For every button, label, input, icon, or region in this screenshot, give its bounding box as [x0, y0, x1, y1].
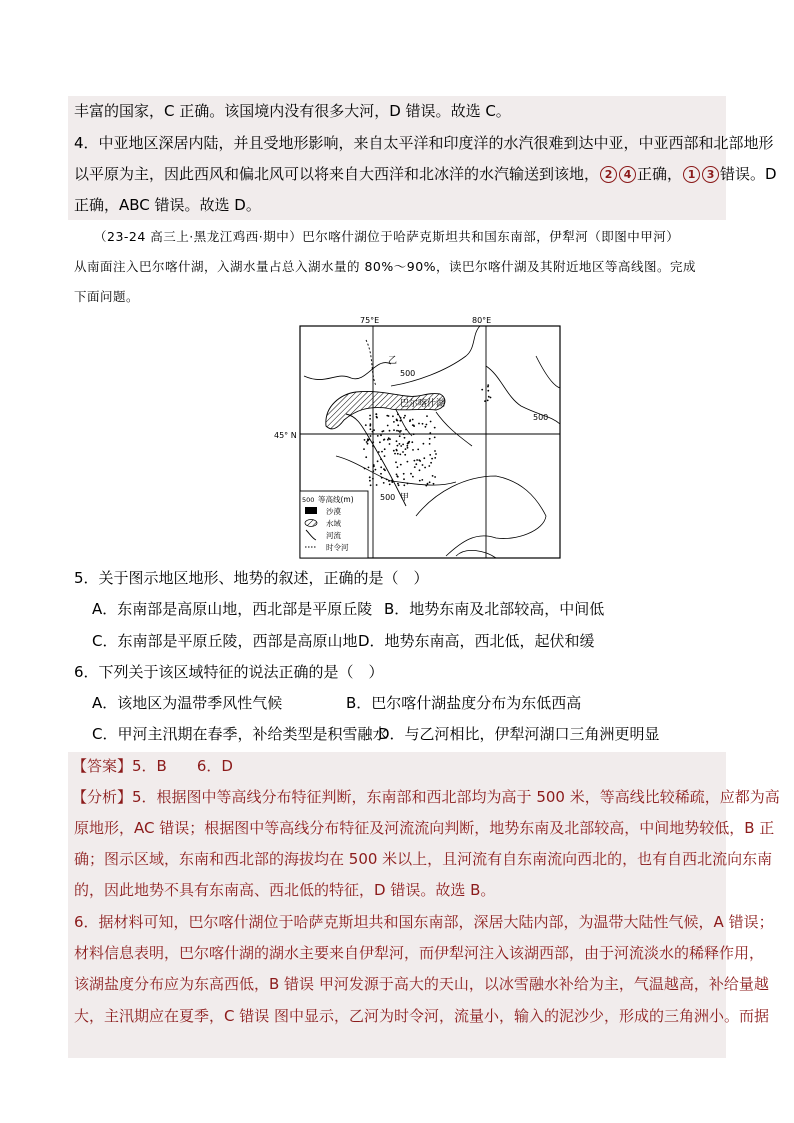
- answer-tag: 【答案】: [72, 757, 133, 775]
- circled-1: 1: [683, 166, 700, 183]
- desert-dot: [365, 456, 367, 458]
- desert-dot: [428, 465, 430, 467]
- desert-dot: [372, 441, 374, 443]
- desert-dot: [400, 445, 402, 447]
- desert-dot: [433, 483, 435, 485]
- desert-dot: [430, 421, 432, 423]
- desert-dot: [367, 443, 369, 445]
- desert-dot: [429, 438, 431, 440]
- desert-dot: [403, 478, 405, 480]
- circled-3: 3: [702, 166, 719, 183]
- desert-dot: [396, 449, 398, 451]
- analysis-line-8: 大，主汛期应在夏季，C 错误 图中显示，乙河为时令河，流量小，输入的泥沙少，形成的三角洲小。而据: [74, 1007, 770, 1025]
- desert-dot: [373, 429, 375, 431]
- desert-dot: [368, 467, 370, 469]
- desert-dot: [389, 443, 391, 445]
- desert-dot: [487, 386, 489, 388]
- desert-dot: [407, 447, 409, 449]
- analysis-text: 5．根据图中等高线分布特征判断，东南部和西北部均为高于 500 米，等高线比较稀疏，应都为高: [132, 788, 780, 806]
- desert-dot: [434, 476, 436, 478]
- desert-dot: [379, 441, 381, 443]
- desert-dot: [372, 431, 374, 433]
- desert-dot: [398, 484, 400, 486]
- desert-dot: [422, 423, 424, 425]
- desert-dot: [384, 439, 386, 441]
- answer-line: [72, 755, 233, 777]
- desert-dot: [403, 417, 405, 419]
- desert-dot: [431, 458, 433, 460]
- desert-dot: [423, 457, 425, 459]
- desert-dot: [426, 415, 428, 417]
- desert-dot: [396, 475, 398, 477]
- desert-dot: [363, 448, 365, 450]
- desert-dot: [370, 428, 372, 430]
- desert-dot: [481, 389, 483, 391]
- desert-dot: [380, 473, 382, 475]
- legend-water-icon: [305, 520, 317, 527]
- prev-answer-text: 以平原为主，因此西风和偏北风可以将来自大西洋和北冰洋的水汽输送到该地，: [74, 165, 600, 183]
- prev-answer-line-3: [74, 163, 777, 185]
- q5-option-b: B．地势东南及北部较高，中间低: [384, 600, 605, 618]
- desert-dot: [418, 459, 420, 461]
- desert-dot: [435, 453, 437, 455]
- desert-dot: [394, 453, 396, 455]
- desert-dot: [416, 459, 418, 461]
- desert-dot: [402, 451, 404, 453]
- analysis-tag: 【分析】: [72, 788, 133, 806]
- desert-dot: [404, 454, 406, 456]
- desert-dot: [417, 449, 419, 451]
- q6-option-a: A．该地区为温带季风性气候: [92, 694, 283, 712]
- desert-dot: [411, 441, 413, 443]
- desert-dot: [419, 480, 421, 482]
- desert-dot: [377, 460, 379, 462]
- desert-dot: [383, 468, 385, 470]
- desert-dot: [380, 466, 382, 468]
- desert-dot: [412, 449, 414, 451]
- desert-dot: [389, 484, 391, 486]
- desert-dot: [429, 481, 431, 483]
- contour-map: [274, 316, 564, 562]
- desert-dot: [397, 466, 399, 468]
- contour-label: 500: [380, 493, 396, 502]
- desert-dot: [429, 432, 431, 434]
- desert-dot: [432, 475, 434, 477]
- desert-dot: [370, 423, 372, 425]
- desert-dot: [396, 430, 398, 432]
- desert-dot: [392, 415, 394, 417]
- desert-dot: [377, 435, 379, 437]
- q5-stem: 5．关于图示地区地形、地势的叙述，正确的是（ ）: [74, 569, 429, 587]
- desert-dot: [367, 438, 369, 440]
- desert-dot: [423, 443, 425, 445]
- desert-dot: [425, 426, 427, 428]
- legend-desert: 沙漠: [326, 507, 341, 516]
- analysis-line-3: 确；图示区域，东南和西北部的海拔均在 500 米以上，且河流有自东南流向西北的，也有自西北流向东南: [74, 850, 773, 868]
- desert-dot: [396, 474, 398, 476]
- desert-dot: [380, 434, 382, 436]
- desert-dot: [383, 482, 385, 484]
- desert-dot: [397, 483, 399, 485]
- desert-dot: [418, 423, 420, 425]
- desert-dot: [388, 415, 390, 417]
- circled-2: 2: [600, 166, 617, 183]
- q6-option-b: B．巴尔喀什湖盐度分布为东低西高: [346, 694, 582, 712]
- desert-dot: [414, 460, 416, 462]
- q6-stem: 6．下列关于该区域特征的说法正确的是（ ）: [74, 663, 384, 681]
- q5-option-d: D．地势东南高，西北低，起伏和缓: [358, 632, 595, 650]
- desert-dot: [370, 435, 372, 437]
- question-stem-line-3: 下面问题。: [74, 289, 140, 304]
- legend-desert-icon: [305, 507, 317, 514]
- desert-dot: [369, 415, 371, 417]
- lon-75-label: 75°E: [360, 316, 380, 325]
- desert-dot: [408, 441, 410, 443]
- desert-dot: [376, 413, 378, 415]
- desert-dot: [384, 455, 386, 457]
- desert-dot: [395, 461, 397, 463]
- desert-dot: [370, 484, 372, 486]
- desert-dot: [399, 435, 401, 437]
- map-label-lake: 巴尔喀什湖: [400, 399, 446, 409]
- desert-dot: [381, 477, 383, 479]
- desert-dot: [386, 479, 388, 481]
- desert-dot: [406, 445, 408, 447]
- desert-dot: [412, 419, 414, 421]
- question-stem-line-1: （23-24 高三上·黑龙江鸡西·期中）巴尔喀什湖位于哈萨克斯坦共和国东南部，伊犁河（即图中甲河）: [94, 229, 680, 244]
- desert-dot: [376, 484, 378, 486]
- desert-dot: [421, 479, 423, 481]
- prev-answer-line-2: 4．中亚地区深居内陆，并且受地形影响，来自太平洋和印度洋的水汽很难到达中亚，中亚西部和北部地形: [74, 134, 774, 152]
- q5-option-c: C．东南部是平原丘陵，西部是高原山地: [92, 632, 358, 650]
- map-label-yi: 乙: [388, 356, 398, 366]
- prev-answer-text: 正确，: [637, 165, 683, 183]
- desert-dot: [399, 431, 401, 433]
- desert-dot: [415, 463, 417, 465]
- desert-dot: [388, 480, 390, 482]
- desert-dot: [434, 457, 436, 459]
- desert-dot: [373, 464, 375, 466]
- circled-4: 4: [619, 166, 636, 183]
- analysis-line-2: 原地形，AC 错误；根据图中等高线分布特征及河流流向判断，地势东南及北部较高，中间地势较低，B 正: [74, 819, 775, 837]
- desert-dot: [410, 473, 412, 475]
- desert-dot: [422, 464, 424, 466]
- desert-dot: [413, 425, 415, 427]
- desert-dot: [376, 416, 378, 418]
- desert-dot: [490, 397, 492, 399]
- desert-dot: [393, 429, 395, 431]
- desert-dot: [413, 433, 415, 435]
- desert-dot: [364, 468, 366, 470]
- desert-dot: [396, 440, 398, 442]
- desert-dot: [419, 469, 421, 471]
- desert-dot: [409, 420, 411, 422]
- desert-dot: [387, 425, 389, 427]
- desert-dot: [384, 448, 386, 450]
- desert-dot: [396, 419, 398, 421]
- desert-dot: [434, 437, 436, 439]
- desert-dot: [399, 443, 401, 445]
- desert-dot: [402, 444, 404, 446]
- analysis-line-4: 的，因此地势不具有东南高、西北低的特征，D 错误。故选 B。: [74, 881, 496, 899]
- desert-dot: [430, 462, 432, 464]
- desert-dot: [381, 451, 383, 453]
- desert-dot: [393, 421, 395, 423]
- analysis-line-1: [72, 786, 780, 808]
- desert-dot: [400, 464, 402, 466]
- answer-text: 5．B 6．D: [132, 757, 233, 775]
- desert-dot: [388, 437, 390, 439]
- legend-river: 河流: [326, 531, 341, 540]
- desert-dot: [381, 431, 383, 433]
- desert-dot: [403, 484, 405, 486]
- desert-dot: [425, 485, 427, 487]
- desert-dot: [397, 424, 399, 426]
- legend-contour-number: 500: [302, 496, 315, 504]
- desert-dot: [404, 437, 406, 439]
- desert-dot: [424, 467, 426, 469]
- desert-dot: [399, 454, 401, 456]
- desert-dot: [434, 427, 436, 429]
- analysis-line-7: 该湖盐度分布应为东高西低，B 错误 甲河发源于高大的天山，以冰雪融水补给为主，气温越高，补给量越: [74, 975, 769, 993]
- prev-answer-text: 错误。D: [720, 165, 777, 183]
- desert-dot: [397, 453, 399, 455]
- legend-water: 水域: [326, 519, 341, 528]
- desert-dot: [364, 439, 366, 441]
- desert-dot: [434, 450, 436, 452]
- desert-dot: [484, 400, 486, 402]
- desert-dot: [404, 415, 406, 417]
- legend-contour: 等高线(m): [318, 495, 354, 504]
- desert-dot: [365, 424, 367, 426]
- desert-dot: [412, 476, 414, 478]
- desert-dot: [488, 396, 490, 398]
- desert-dot: [429, 454, 431, 456]
- analysis-line-6: 材料信息表明，巴尔喀什湖的湖水主要来自伊犁河，而伊犁河注入该湖西部，由于河流淡水的稀释作用，: [74, 944, 765, 962]
- desert-dot: [403, 473, 405, 475]
- legend-seasonal: 时令河: [326, 543, 349, 552]
- lon-80-label: 80°E: [472, 316, 492, 325]
- desert-dot: [372, 478, 374, 480]
- desert-dot: [375, 469, 377, 471]
- desert-dot: [403, 433, 405, 435]
- question-stem-line-2: 从南面注入巴尔喀什湖，入湖水量占总入湖水量的 80%～90%，读巴尔喀什湖及其附近地区等高线图。完成: [74, 259, 697, 274]
- q6-option-c: C．甲河主汛期在春季，补给类型是积雪融水: [92, 725, 388, 743]
- prev-answer-line-1: 丰富的国家，C 正确。该国境内没有很多大河，D 错误。故选 C。: [74, 102, 511, 120]
- desert-dot: [414, 466, 416, 468]
- desert-dot: [487, 390, 489, 392]
- desert-dot: [405, 448, 407, 450]
- desert-dot: [369, 480, 371, 482]
- desert-dot: [389, 430, 391, 432]
- desert-dot: [427, 483, 429, 485]
- desert-dot: [369, 477, 371, 479]
- desert-dot: [487, 400, 489, 402]
- desert-dot: [429, 443, 431, 445]
- prev-answer-line-4: 正确，ABC 错误。故选 D。: [74, 196, 261, 214]
- q5-option-a: A．东南部是高原山地，西北部是平原丘陵: [92, 600, 373, 618]
- contour-label: 500: [533, 413, 549, 422]
- desert-dot: [393, 450, 395, 452]
- desert-dot: [397, 445, 399, 447]
- desert-dot: [369, 418, 371, 420]
- q6-option-d: D．与乙河相比，伊犁河湖口三角洲更明显: [378, 725, 660, 743]
- desert-dot: [366, 441, 368, 443]
- desert-dot: [407, 461, 409, 463]
- desert-dot: [372, 470, 374, 472]
- lat-45-label: 45° N: [274, 431, 297, 440]
- desert-dot: [407, 483, 409, 485]
- analysis-line-5: 6．据材料可知，巴尔喀什湖位于哈萨克斯坦共和国东南部，深居大陆内部，为温带大陆性气候，A 错误；: [74, 913, 774, 931]
- contour-label: 500: [400, 369, 416, 378]
- map-label-jia: 甲: [400, 493, 410, 503]
- desert-dot: [426, 424, 428, 426]
